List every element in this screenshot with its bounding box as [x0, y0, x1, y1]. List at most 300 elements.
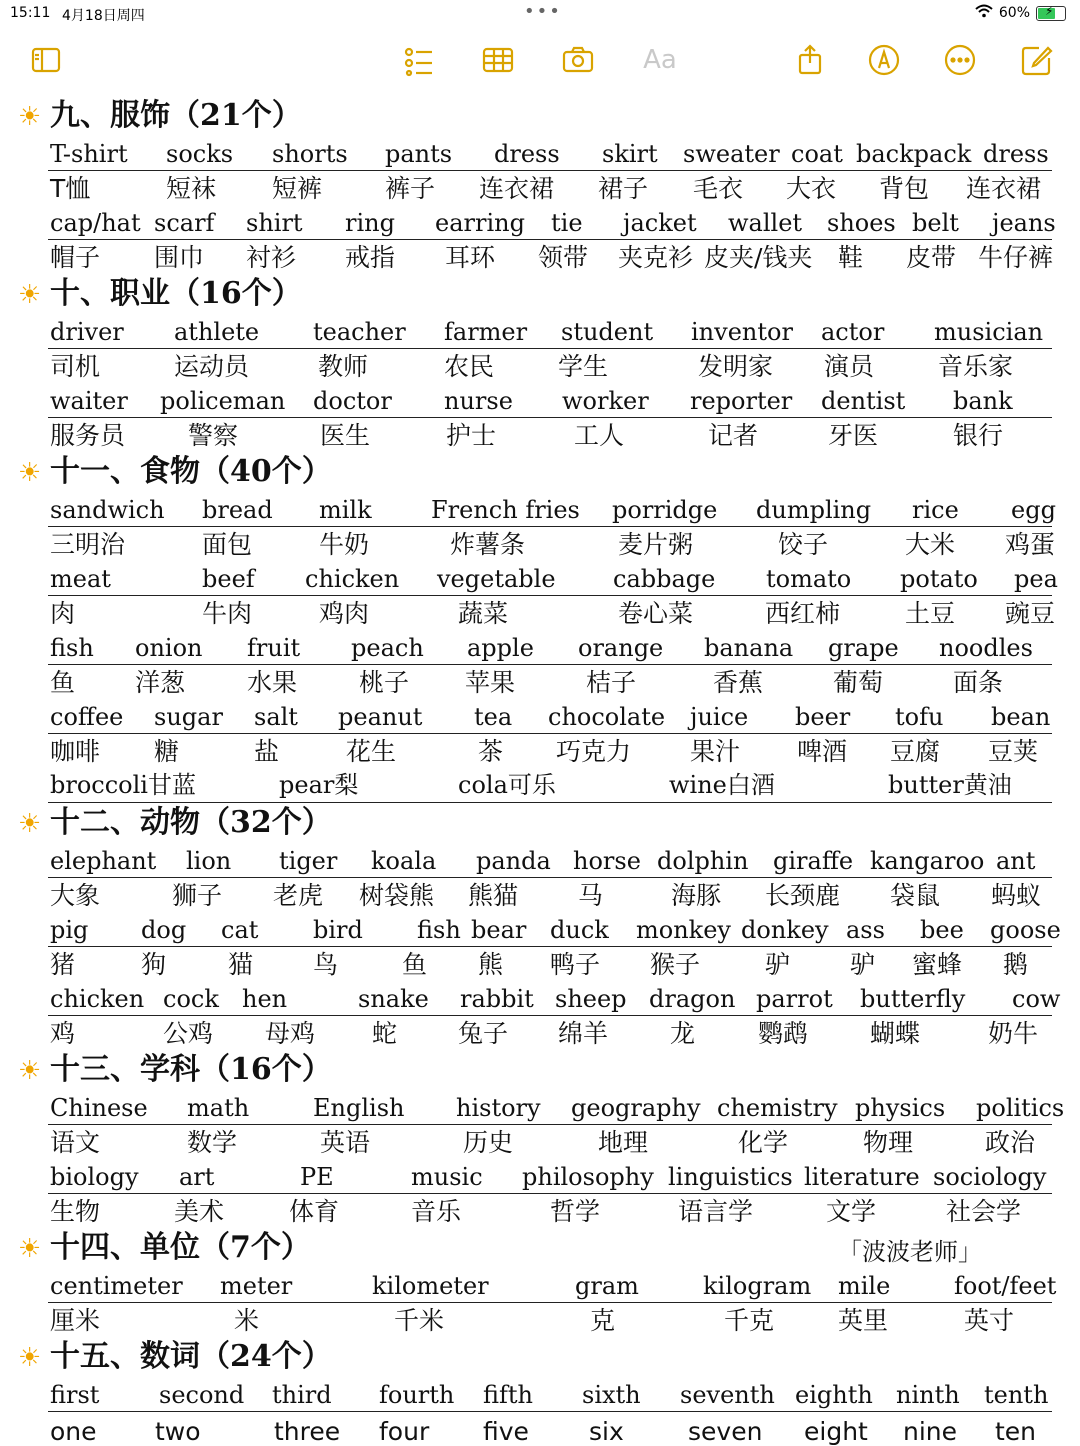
section-title: 十三、学科（16个）	[50, 1052, 332, 1087]
status-date: 4月18日周四	[62, 8, 145, 24]
chinese-word: 面包	[202, 530, 253, 559]
chinese-word: 蝴蝶	[870, 1019, 921, 1048]
chinese-word: 果汁	[690, 737, 741, 766]
chinese-word: 英寸	[964, 1306, 1015, 1335]
english-word: elephant	[50, 847, 157, 875]
chinese-translation-row	[48, 1303, 1052, 1337]
english-word: grape	[828, 634, 899, 662]
english-word: horse	[573, 847, 641, 875]
chinese-word: 卷心菜	[618, 599, 694, 628]
chinese-translation-row	[48, 1194, 1052, 1228]
chinese-word: 苹果	[465, 668, 516, 697]
author-note: 「波波老师」	[838, 1238, 982, 1266]
chinese-word: 社会学	[946, 1197, 1022, 1226]
english-word: apple	[467, 634, 534, 662]
markup-pen-icon[interactable]	[864, 42, 904, 78]
chinese-word: 牛奶	[319, 530, 370, 559]
english-word: dumpling	[756, 496, 872, 524]
english-word: philosophy	[522, 1163, 654, 1191]
english-word: Chinese	[50, 1094, 148, 1122]
english-word: jeans	[992, 209, 1056, 237]
section-heading	[0, 1228, 1080, 1268]
chinese-word: 演员	[824, 352, 875, 381]
chinese-word: 老虎	[273, 881, 324, 910]
english-word: history	[456, 1094, 541, 1122]
chinese-translation-row	[48, 240, 1052, 274]
english-word: nurse	[444, 387, 513, 415]
chinese-word: 领带	[538, 243, 589, 272]
chinese-word: 狗	[141, 950, 167, 979]
chinese-word: 马	[578, 881, 604, 910]
chinese-word: 猪	[50, 950, 76, 979]
english-word: tie	[551, 209, 583, 237]
section-title: 十五、数词（24个）	[50, 1339, 332, 1374]
sun-icon: ☀	[18, 1234, 42, 1264]
chinese-word: nine	[903, 1417, 958, 1446]
english-word: butterfly	[860, 985, 966, 1013]
section-heading	[0, 803, 1080, 843]
chinese-word: 美术	[174, 1197, 225, 1226]
chinese-word: 连衣裙	[966, 174, 1042, 203]
english-word: student	[561, 318, 654, 346]
english-word: skirt	[602, 140, 658, 168]
english-word: eighth	[795, 1381, 873, 1409]
english-word: teacher	[313, 318, 406, 346]
english-word: potato	[900, 565, 978, 593]
english-word: linguistics	[668, 1163, 793, 1191]
chinese-translation-row	[48, 1412, 1052, 1446]
english-word: dog	[141, 916, 187, 944]
english-word: tiger	[279, 847, 338, 875]
chinese-word: 警察	[188, 421, 239, 450]
chinese-word: 土豆	[905, 599, 956, 628]
chinese-word: 豌豆	[1005, 599, 1056, 628]
chinese-word: 巧克力	[556, 737, 632, 766]
chinese-word: ten	[995, 1417, 1037, 1446]
english-word: T-shirt	[50, 140, 128, 168]
english-word: pear梨	[279, 771, 359, 799]
section-heading	[0, 1337, 1080, 1377]
table-icon[interactable]	[478, 42, 518, 78]
chinese-word: 农民	[444, 352, 495, 381]
english-word: driver	[50, 318, 124, 346]
english-word: mile	[838, 1272, 891, 1300]
chinese-word: 熊猫	[468, 881, 519, 910]
english-word: politics	[976, 1094, 1065, 1122]
chinese-word: 连衣裙	[479, 174, 555, 203]
english-word: cap/hat	[50, 209, 141, 237]
english-word: koala	[371, 847, 437, 875]
sidebar-toggle-icon[interactable]	[26, 42, 66, 78]
english-word: worker	[562, 387, 649, 415]
chinese-word: 桔子	[586, 668, 637, 697]
chinese-translation-row	[48, 878, 1052, 912]
chinese-translation-row	[48, 349, 1052, 383]
english-word: bean	[991, 703, 1051, 731]
english-word: foot/feet	[954, 1272, 1057, 1300]
english-word: egg	[1011, 496, 1056, 524]
chinese-word: 语文	[50, 1128, 101, 1157]
english-word: tofu	[895, 703, 944, 731]
chinese-word: 牛仔裤	[978, 243, 1054, 272]
chinese-word: 豆腐	[890, 737, 941, 766]
english-word: panda	[476, 847, 551, 875]
chinese-word: five	[483, 1417, 529, 1446]
english-word-row	[48, 1159, 1052, 1194]
chinese-word: 短袜	[166, 174, 217, 203]
chinese-word: 音乐家	[938, 352, 1014, 381]
english-word: cock	[163, 985, 219, 1013]
more-options-icon[interactable]	[940, 42, 980, 78]
english-word: snake	[358, 985, 429, 1013]
chinese-word: 鸡蛋	[1005, 530, 1056, 559]
english-word: bird	[313, 916, 363, 944]
english-word: meter	[220, 1272, 293, 1300]
chinese-word: 米	[234, 1306, 260, 1335]
english-word: broccoli甘蓝	[50, 771, 196, 799]
chinese-word: 历史	[463, 1128, 514, 1157]
battery-percent: 60%	[998, 5, 1030, 21]
english-word-row	[48, 136, 1052, 171]
chinese-word: 驴	[765, 950, 791, 979]
english-word: sugar	[154, 703, 223, 731]
chinese-word: six	[589, 1417, 624, 1446]
multitasking-dots-icon[interactable]: •••	[524, 1, 562, 22]
english-word: tenth	[984, 1381, 1049, 1409]
english-word: pea	[1014, 565, 1058, 593]
english-word-row	[48, 981, 1061, 1016]
chinese-word: 鹅	[1003, 950, 1029, 979]
status-bar	[0, 0, 1080, 28]
english-word: shoes	[827, 209, 896, 237]
english-word: porridge	[612, 496, 718, 524]
english-word: lion	[186, 847, 232, 875]
checklist-icon[interactable]	[398, 42, 438, 78]
english-word: centimeter	[50, 1272, 183, 1300]
chinese-word: 炸薯条	[450, 530, 526, 559]
chinese-word: four	[379, 1417, 430, 1446]
english-word: bread	[202, 496, 273, 524]
chinese-word: 蔬菜	[458, 599, 509, 628]
english-word-row	[48, 1090, 1065, 1125]
chinese-word: 狮子	[172, 881, 223, 910]
chinese-word: 戒指	[345, 243, 396, 272]
chinese-word: 工人	[574, 421, 625, 450]
english-word: kilogram	[703, 1272, 812, 1300]
chinese-word: 桃子	[359, 668, 410, 697]
chinese-word: 化学	[738, 1128, 789, 1157]
chinese-word: 生物	[50, 1197, 101, 1226]
section-title: 十、职业（16个）	[50, 276, 302, 311]
english-word: onion	[135, 634, 203, 662]
chinese-word: 服务员	[50, 421, 126, 450]
chinese-word: 三明治	[50, 530, 126, 559]
english-word-row	[48, 1377, 1052, 1412]
chinese-word: 鞋	[838, 243, 864, 272]
chinese-word: 皮夹/钱夹	[704, 243, 813, 272]
chinese-word: 猫	[228, 950, 254, 979]
english-word: jacket	[623, 209, 697, 237]
english-word: coffee	[50, 703, 124, 731]
english-word: belt	[912, 209, 959, 237]
chinese-word: 地理	[598, 1128, 649, 1157]
english-word: monkey	[636, 916, 731, 944]
english-word-row	[48, 383, 1052, 418]
text-format-button[interactable]: Aa	[643, 45, 677, 75]
english-word: waiter	[50, 387, 128, 415]
english-word: fruit	[247, 634, 301, 662]
chinese-word: 猴子	[650, 950, 701, 979]
section-title: 十一、食物（40个）	[50, 454, 332, 489]
chinese-word: 树袋熊	[359, 881, 435, 910]
chinese-word: 西红柿	[765, 599, 841, 628]
chinese-word: 学生	[558, 352, 609, 381]
english-word: cabbage	[613, 565, 716, 593]
english-word: doctor	[313, 387, 392, 415]
english-word-row	[48, 492, 1056, 527]
chinese-word: 牙医	[828, 421, 879, 450]
chinese-translation-row	[48, 734, 1052, 768]
chinese-word: 葡萄	[833, 668, 884, 697]
chinese-word: 大米	[905, 530, 956, 559]
english-word: farmer	[444, 318, 528, 346]
chinese-word: 鸭子	[550, 950, 601, 979]
chinese-word: 英语	[320, 1128, 371, 1157]
section-heading	[0, 1050, 1080, 1090]
chinese-word: 茶	[478, 737, 504, 766]
english-word: cola可乐	[458, 771, 556, 799]
chinese-word: 护士	[446, 421, 497, 450]
english-word: kangaroo	[870, 847, 985, 875]
sun-icon: ☀	[18, 280, 42, 310]
chinese-word: 政治	[985, 1128, 1036, 1157]
english-word: third	[272, 1381, 332, 1409]
english-word: peanut	[338, 703, 423, 731]
chinese-word: 奶牛	[988, 1019, 1039, 1048]
chinese-word: 豆荚	[988, 737, 1039, 766]
chinese-word: 司机	[50, 352, 101, 381]
chinese-word: 运动员	[174, 352, 250, 381]
english-word-row	[48, 843, 1052, 878]
english-word: meat	[50, 565, 111, 593]
english-word: bee	[920, 916, 964, 944]
english-word: socks	[166, 140, 234, 168]
chinese-translation-row	[48, 527, 1056, 561]
chinese-translation-row	[48, 171, 1052, 205]
chinese-translation-row	[48, 1016, 1052, 1050]
english-word: ninth	[896, 1381, 960, 1409]
english-word: beer	[795, 703, 851, 731]
chinese-word: seven	[688, 1417, 763, 1446]
english-word: second	[159, 1381, 245, 1409]
chinese-word: 文学	[826, 1197, 877, 1226]
english-word: peach	[351, 634, 424, 662]
sun-icon: ☀	[18, 1343, 42, 1373]
english-word: sociology	[933, 1163, 1047, 1191]
english-word: actor	[821, 318, 885, 346]
chinese-translation-row	[48, 418, 1052, 452]
chinese-word: 夹克衫	[618, 243, 694, 272]
battery-icon: ⚡	[1036, 6, 1066, 21]
chinese-word: 厘米	[50, 1306, 101, 1335]
english-word: cat	[221, 916, 259, 944]
english-word: first	[50, 1381, 100, 1409]
chinese-translation-row	[48, 596, 1056, 630]
english-word: fish	[50, 634, 94, 662]
english-word: ring	[345, 209, 395, 237]
english-word: geography	[571, 1094, 701, 1122]
chinese-word: three	[274, 1417, 341, 1446]
english-word: duck	[550, 916, 609, 944]
english-word: bank	[953, 387, 1013, 415]
english-word: giraffe	[773, 847, 854, 875]
status-time: 15:11	[10, 5, 51, 21]
english-word: gram	[575, 1272, 639, 1300]
english-word: juice	[690, 703, 749, 731]
english-word: rabbit	[460, 985, 534, 1013]
english-word: rice	[912, 496, 959, 524]
chinese-word: 啤酒	[797, 737, 848, 766]
english-word: tomato	[766, 565, 852, 593]
english-word: banana	[704, 634, 794, 662]
chinese-word: 教师	[318, 352, 369, 381]
english-word: chicken	[305, 565, 400, 593]
english-word-row	[48, 314, 1052, 349]
english-word: biology	[50, 1163, 139, 1191]
chinese-word: 花生	[346, 737, 397, 766]
chinese-word: 兔子	[458, 1019, 509, 1048]
english-word: hen	[242, 985, 288, 1013]
english-word-row	[48, 630, 1052, 665]
chinese-word: 体育	[289, 1197, 340, 1226]
english-word: wine白酒	[669, 771, 775, 799]
english-word: kilometer	[372, 1272, 489, 1300]
english-word: sweater	[683, 140, 780, 168]
english-word: chicken	[50, 985, 145, 1013]
english-word: backpack	[856, 140, 972, 168]
english-word: milk	[319, 496, 372, 524]
english-word: fifth	[483, 1381, 533, 1409]
english-word: shorts	[272, 140, 348, 168]
english-word: athlete	[174, 318, 260, 346]
english-word: wallet	[728, 209, 803, 237]
chinese-word: 银行	[953, 421, 1004, 450]
chinese-word: 面条	[953, 668, 1004, 697]
english-word: chemistry	[717, 1094, 838, 1122]
english-word: cow	[1012, 985, 1061, 1013]
chinese-word: 大象	[50, 881, 101, 910]
english-word: coat	[791, 140, 843, 168]
english-word: literature	[804, 1163, 920, 1191]
chinese-word: 绵羊	[558, 1019, 609, 1048]
compose-icon[interactable]	[1016, 42, 1056, 78]
english-word: salt	[254, 703, 298, 731]
section-heading	[0, 274, 1080, 314]
chinese-word: 衬衫	[246, 243, 297, 272]
chinese-word: 音乐	[411, 1197, 462, 1226]
section-heading	[0, 96, 1080, 136]
chinese-word: 牛肉	[202, 599, 253, 628]
sun-icon: ☀	[18, 458, 42, 488]
english-word: sheep	[555, 985, 627, 1013]
english-word: musician	[934, 318, 1044, 346]
english-word: sixth	[582, 1381, 641, 1409]
english-word: parrot	[756, 985, 833, 1013]
english-word: pig	[50, 916, 89, 944]
section-title: 九、服饰（21个）	[50, 98, 302, 133]
chinese-word: 糖	[154, 737, 180, 766]
chinese-word: 鸟	[313, 950, 339, 979]
english-word: art	[179, 1163, 215, 1191]
english-word: shirt	[246, 209, 303, 237]
chinese-word: 熊	[478, 950, 504, 979]
chinese-word: 蜜蜂	[912, 950, 963, 979]
chinese-word: 记者	[708, 421, 759, 450]
english-word: physics	[855, 1094, 946, 1122]
english-word: dress	[983, 140, 1049, 168]
english-word: fourth	[379, 1381, 455, 1409]
section-title: 十二、动物（32个）	[50, 805, 332, 840]
english-word: PE	[300, 1163, 334, 1191]
chinese-word: 鱼	[50, 668, 76, 697]
chinese-word: 母鸡	[265, 1019, 316, 1048]
chinese-word: two	[155, 1417, 201, 1446]
chinese-word: 皮带	[906, 243, 957, 272]
english-word: ant	[996, 847, 1036, 875]
chinese-word: 裙子	[598, 174, 649, 203]
chinese-word: 克	[590, 1306, 616, 1335]
chinese-word: 麦片粥	[618, 530, 694, 559]
share-icon[interactable]	[790, 42, 830, 78]
chinese-word: eight	[804, 1417, 868, 1446]
chinese-word: 毛衣	[693, 174, 744, 203]
chinese-translation-row	[48, 947, 1052, 981]
chinese-word: 袋鼠	[890, 881, 941, 910]
chinese-word: 鸡	[50, 1019, 76, 1048]
english-word-row	[48, 699, 1052, 734]
english-word: vegetable	[437, 565, 556, 593]
english-word: beef	[202, 565, 255, 593]
chinese-word: 医生	[320, 421, 371, 450]
chinese-word: 鱼	[402, 950, 428, 979]
chinese-word: 语言学	[678, 1197, 754, 1226]
english-word: scarf	[154, 209, 215, 237]
camera-icon[interactable]	[558, 42, 598, 78]
chinese-word: 哲学	[550, 1197, 601, 1226]
chinese-word: 英里	[838, 1306, 889, 1335]
chinese-word: 蚂蚁	[991, 881, 1042, 910]
chinese-word: 发明家	[698, 352, 774, 381]
english-word: inventor	[691, 318, 793, 346]
chinese-word: 帽子	[50, 243, 101, 272]
section-heading	[0, 452, 1080, 492]
english-word-row	[48, 768, 1052, 803]
english-word: dentist	[821, 387, 906, 415]
chinese-word: 公鸡	[163, 1019, 214, 1048]
chinese-word: 背包	[879, 174, 930, 203]
english-word: pants	[385, 140, 453, 168]
english-word: music	[411, 1163, 483, 1191]
chinese-word: 鸡肉	[319, 599, 370, 628]
chinese-word: one	[50, 1417, 97, 1446]
english-word: orange	[578, 634, 664, 662]
chinese-word: 肉	[50, 599, 76, 628]
chinese-word: 千米	[394, 1306, 445, 1335]
note-body[interactable]	[0, 96, 1080, 1446]
english-word: ass	[846, 916, 885, 944]
chinese-word: 长颈鹿	[765, 881, 841, 910]
section-title: 十四、单位（7个）	[50, 1230, 311, 1265]
